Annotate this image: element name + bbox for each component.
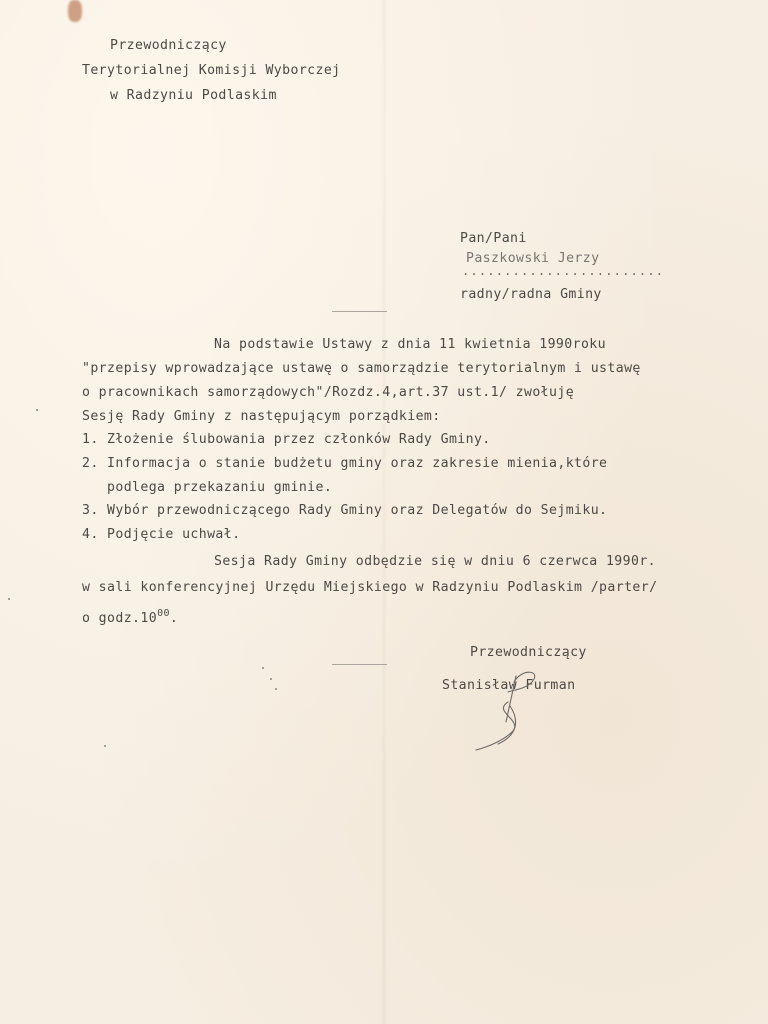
session-time [82,606,178,627]
intro-line-4: Sesję Rady Gminy z następującym porządkiem: [82,409,441,424]
intro-line-3: o pracownikach samorządowych"/Rozdz.4,art.37 ust.1/ zwołuję [82,385,575,400]
header-location: w Radzyniu Podlaskim [110,88,277,103]
speck [36,409,38,411]
agenda-item-3: 3. Wybór przewodniczącego Rady Gminy oraz Delegatów do Sejmiku. [82,503,608,518]
intro-line-1: Na podstawie Ustawy z dnia 11 kwietnia 1990roku [214,337,606,352]
agenda-item-1: 1. Złożenie ślubowania przez członków Rady Gminy. [82,432,491,447]
agenda-item-2-cont: podlega przekazaniu gminie. [82,480,333,495]
signature-title: Przewodniczący [470,645,587,660]
agenda-item-2: 2. Informacja o stanie budżetu gminy oraz zakresie mienia,które [82,456,608,471]
session-date: Sesja Rady Gminy odbędzie się w dniu 6 czerwca 1990r. [214,554,656,569]
speck [275,688,277,690]
speck [262,667,264,669]
addressee-salutation: Pan/Pani [460,231,527,246]
session-time-text: o godz.10 [82,611,158,626]
session-time-minutes: 00 [157,608,170,619]
session-time-suffix: . [169,611,179,626]
speck [104,745,106,747]
speck [8,598,10,600]
intro-line-2: "przepisy wprowadzające ustawę o samorządzie terytorialnym i ustawę [82,361,641,376]
addressee-role: radny/radna Gminy [460,287,602,302]
addressee-name: Paszkowski Jerzy [466,251,600,266]
addressee-dotted-line: ........................ [462,264,665,278]
divider [332,311,387,312]
session-place: w sali konferencyjnej Urzędu Miejskiego w Radzyniu Podlaskim /parter/ [82,580,658,595]
divider-2 [332,664,387,665]
signature-name: Stanisław Furman [442,678,576,693]
rust-stain [68,0,82,22]
speck [270,678,272,680]
handwritten-signature [462,662,562,762]
agenda-item-4: 4. Podjęcie uchwał. [82,527,241,542]
header-title: Przewodniczący [110,38,227,53]
header-committee: Terytorialnej Komisji Wyborczej [82,63,341,78]
